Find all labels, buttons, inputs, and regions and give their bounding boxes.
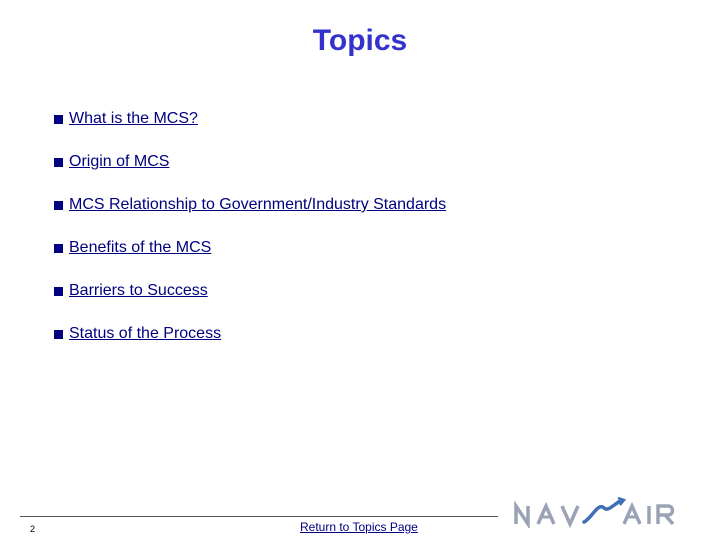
slide-title: Topics bbox=[312, 24, 408, 57]
return-to-topics-link[interactable]: Return to Topics Page bbox=[300, 520, 418, 534]
navair-logo-icon bbox=[512, 496, 682, 528]
topic-item bbox=[54, 282, 446, 325]
footer-divider bbox=[20, 516, 498, 517]
topic-link-standards[interactable]: MCS Relationship to Government/Industry Standards bbox=[69, 196, 447, 213]
page-number: 2 bbox=[30, 524, 36, 534]
square-bullet-icon bbox=[54, 115, 63, 124]
topic-link-barriers[interactable]: Barriers to Success bbox=[69, 282, 208, 299]
topic-link-origin[interactable]: Origin of MCS bbox=[69, 153, 170, 170]
square-bullet-icon bbox=[54, 201, 63, 210]
topic-link-benefits[interactable]: Benefits of the MCS bbox=[69, 239, 212, 256]
topic-list bbox=[54, 110, 446, 368]
topic-item bbox=[54, 325, 446, 368]
topic-item bbox=[54, 239, 446, 282]
square-bullet-icon bbox=[54, 287, 63, 296]
topic-link-status[interactable]: Status of the Process bbox=[69, 325, 222, 342]
topic-item bbox=[54, 196, 446, 239]
topic-link-what-is-mcs[interactable]: What is the MCS? bbox=[69, 110, 198, 127]
topic-item bbox=[54, 110, 446, 153]
square-bullet-icon bbox=[54, 244, 63, 253]
topic-item bbox=[54, 153, 446, 196]
square-bullet-icon bbox=[54, 330, 63, 339]
square-bullet-icon bbox=[54, 158, 63, 167]
